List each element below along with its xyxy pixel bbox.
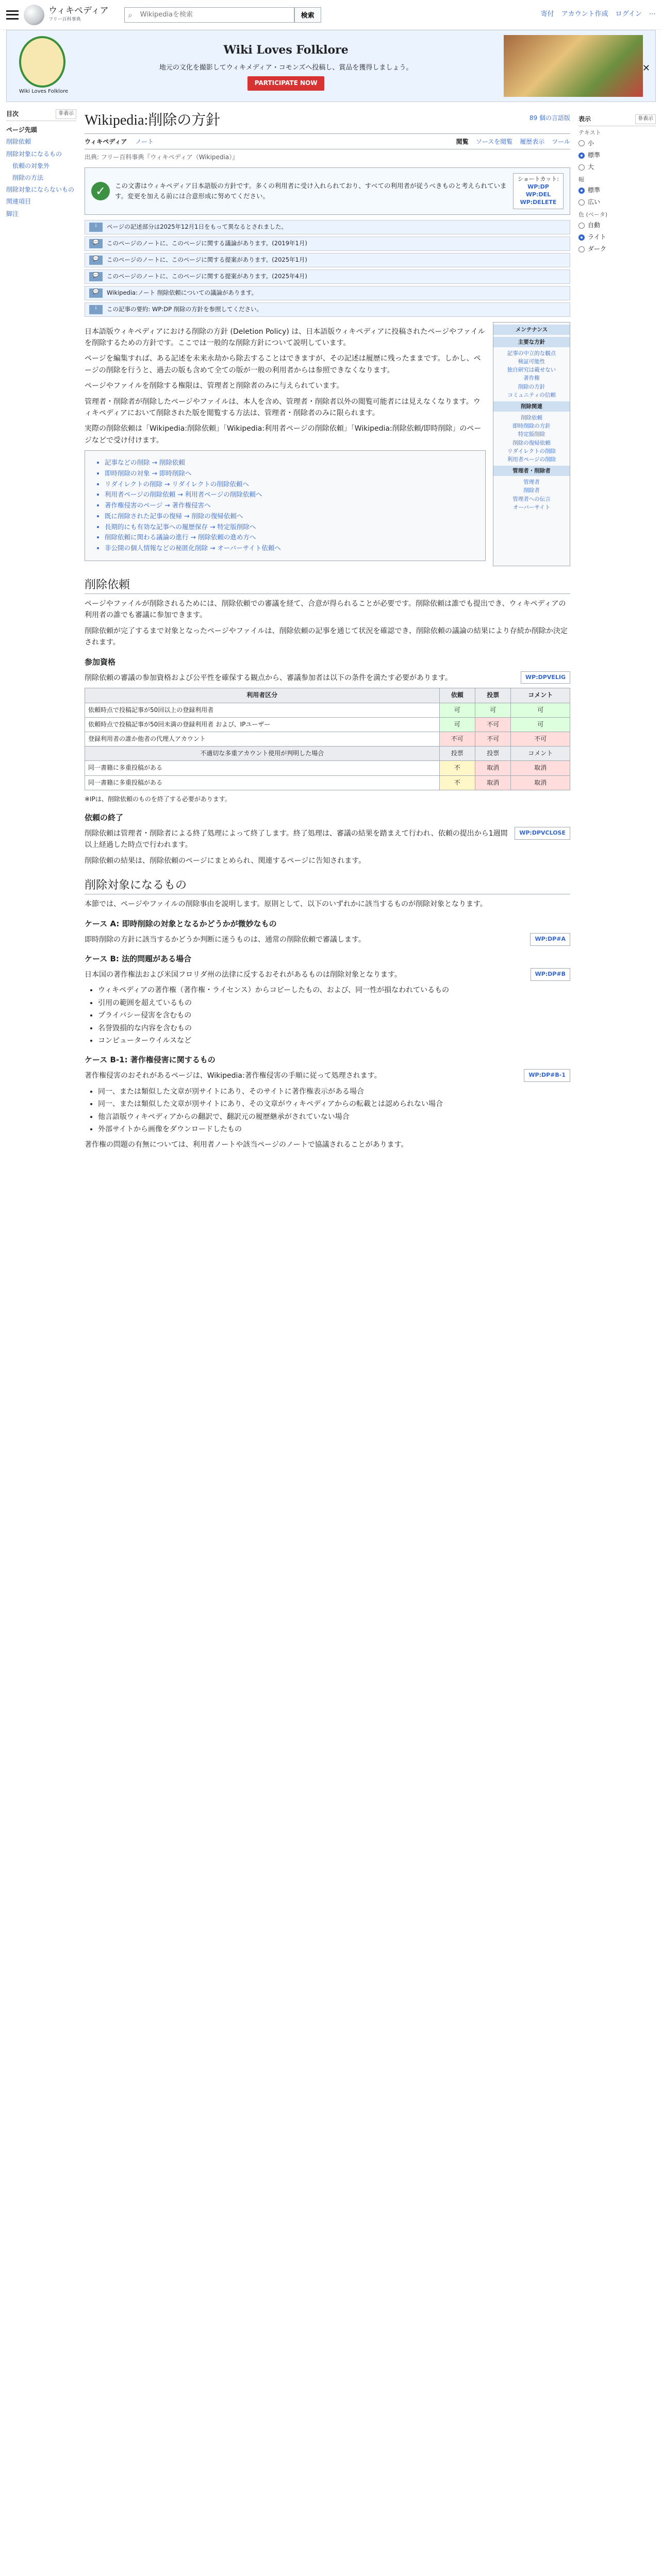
related-link[interactable]: • 非公開の個人情報などの秘匿化削除 → オーバーサイト依頼へ [105, 544, 479, 553]
close-icon[interactable]: ✕ [642, 63, 650, 74]
search-input[interactable] [124, 7, 294, 23]
banner-title: Wiki Loves Folklore [223, 43, 349, 57]
navbox-title: メンテナンス [493, 325, 570, 335]
toc-item[interactable]: ページ先頭 [6, 126, 37, 134]
text-size-label: テキスト [578, 129, 601, 137]
table-row [85, 732, 570, 746]
navbox-link[interactable]: 管理者への伝言 [512, 496, 551, 502]
related-link[interactable]: • 著作権侵害のページ → 著作権侵害へ [105, 501, 479, 511]
create-account-link[interactable]: アカウント作成 [561, 10, 608, 19]
table-cell: 取消 [511, 761, 570, 775]
navbox-link[interactable]: 削除者 [523, 487, 540, 494]
shortcut-link[interactable]: WP:DP#B-1 [528, 1072, 566, 1079]
toc-item[interactable]: 関連項目 [6, 198, 31, 206]
eligibility-table [85, 688, 570, 790]
page-title: Wikipedia:削除の方針 [85, 109, 570, 134]
section-paragraph: 著作権の問題の有無については、利用者ノートや該当ページのノートで協議されることがあります。 [85, 1141, 408, 1149]
navbox-link[interactable]: 独自研究は載せない [507, 367, 556, 374]
toc-item[interactable]: 脚注 [6, 210, 19, 217]
option-standard-width[interactable]: 標準 [578, 184, 656, 196]
shortcut-box [524, 1069, 570, 1082]
toc-title: 目次 [6, 110, 19, 117]
user-links [541, 9, 656, 20]
navbox-link[interactable]: 記事の中立的な観点 [507, 350, 556, 357]
table-cell: 投票 [439, 747, 475, 761]
radio-icon [578, 246, 585, 252]
related-box [85, 450, 486, 561]
info-icon: i [89, 223, 103, 232]
table-cell: 可 [511, 703, 570, 717]
navbox-link[interactable]: 利用者ページの削除 [507, 456, 556, 463]
table-cell: 不可 [475, 717, 511, 732]
appearance-panel [578, 102, 656, 1155]
login-link[interactable]: ログイン [615, 10, 642, 19]
table-cell: 取消 [475, 761, 511, 775]
talk-icon: 💬 [89, 239, 103, 248]
banner-text: 地元の文化を撮影してウィキメディア・コモンズへ投稿し、賞品を獲得しましょう。 [159, 63, 413, 72]
shortcut-link[interactable]: WP:DP#A [535, 935, 566, 942]
navbox-link[interactable]: 管理者 [523, 479, 540, 486]
table-cell: 依頼時点で投稿記事が50回未満の登録利用者 および、IPユーザー [85, 717, 440, 732]
wlf-logo-icon [19, 36, 65, 88]
page-tabs [85, 137, 570, 149]
logo-subtitle: フリー百科事典 [48, 16, 81, 22]
table-cell: 可 [511, 717, 570, 732]
toc-item[interactable]: 削除対象にならないもの [6, 186, 75, 194]
radio-icon [578, 234, 585, 241]
table-note: ※IPは、削除依頼のものを終了する必要があります。 [85, 795, 231, 803]
related-link[interactable]: • 利用者ページの削除依頼 → 利用者ページの削除依頼へ [105, 490, 479, 500]
hatnote [85, 236, 570, 251]
section-heading: 削除依頼 [85, 575, 570, 594]
radio-icon [578, 164, 585, 171]
table-cell: 可 [439, 703, 475, 717]
section-paragraph: 著作権侵害のおそれがあるページは、Wikipedia:著作権侵害の手順に従って処理されます。 [85, 1072, 382, 1080]
list-item: • 同一、または類似した文章が別サイトにあり、その文章がウィキペディアからの転載とは認められない場合 [98, 1098, 570, 1110]
shortcut-link[interactable]: WP:DP [527, 183, 549, 191]
navbox-link[interactable]: オーバーサイト [512, 504, 551, 511]
logo-title: ウィキペディア [48, 5, 109, 16]
table-cell: 不可 [475, 732, 511, 746]
section-paragraph: 削除依頼の審議の参加資格および公平性を確保する観点から、審議参加者は以下の条件を満たす必要があります。 [85, 673, 452, 682]
toc-item[interactable]: 依頼の対象外 [12, 162, 50, 170]
section-paragraph: 日本国の著作権法および米国フロリダ州の法律に反するおそれがあるものは削除対象となります。 [85, 971, 402, 979]
navbox-link[interactable]: 著作権 [523, 375, 540, 382]
section-paragraph: 削除依頼の結果は、削除依頼のページにまとめられ、関連するページに告知されます。 [85, 856, 366, 865]
navbox-section-title: 削除関連 [493, 401, 570, 412]
table-header: 投票 [475, 688, 511, 703]
talk-icon: 💬 [89, 272, 103, 281]
subsection-heading: ケース A: 即時削除の対象となるかどうかが微妙なもの [85, 919, 277, 928]
tab-history[interactable]: 履歴表示 [520, 138, 545, 145]
tab-talk[interactable]: ノート [135, 138, 154, 145]
list-item: • プライバシー侵害を含むもの [98, 1010, 570, 1021]
site-logo[interactable] [24, 5, 109, 25]
section-paragraph: 本節では、ページやファイルの削除事由を説明します。原則として、以下のいずれかに該当するものが削除対象となります。 [85, 900, 487, 909]
table-cell: 同一書籍に多重投稿がある [85, 775, 440, 790]
table-row [85, 775, 570, 790]
talk-icon: 💬 [89, 256, 103, 265]
site-subtitle: 出典: フリー百科事典『ウィキペディア（Wikipedia）』 [85, 153, 239, 161]
maintenance-navbox [493, 322, 570, 566]
subsection-heading: 依頼の終了 [85, 812, 124, 822]
shortcut-box [513, 173, 564, 209]
table-row [85, 717, 570, 732]
related-link[interactable]: • 既に削除された記事の復帰 → 削除の復帰依頼へ [105, 512, 479, 521]
navbox-link[interactable]: コミュニティの信頼 [507, 392, 556, 398]
list-item: • 名誉毀損的な内容を含むもの [98, 1023, 570, 1034]
radio-icon [578, 199, 585, 206]
intro-paragraph: ページやファイルを削除する権限は、管理者と削除者のみに与えられています。 [85, 382, 344, 391]
table-header: コメント [511, 688, 570, 703]
intro-paragraph: 日本語版ウィキペディアにおける削除の方針 (Deletion Policy) は、日本語版ウィキペディアに投稿されたページやファイルを削除するための方針です。ここでは一般的な削除方針について説明しています。 [85, 327, 485, 347]
option-small[interactable]: 小 [578, 138, 656, 149]
shortcut-link[interactable]: WP:DPVCLOSE [519, 829, 566, 836]
tab-view-source[interactable]: ソースを閲覧 [475, 138, 513, 145]
list-item: • ウィキペディアの著作権（著作権・ライセンス）からコピーしたもの、および、同一性が損なわれているもの [98, 985, 570, 996]
toc-item[interactable]: 削除対象になるもの [6, 150, 62, 158]
hatnote-text: このページのノートに、このページに関する議論があります。(2019年1月) [107, 239, 307, 247]
table-row [85, 747, 570, 761]
check-icon: ✓ [91, 182, 110, 200]
list-item: • 同一、または類似した文章が別サイトにあり、そのサイトに著作権表示がある場合 [98, 1086, 570, 1097]
site-header [0, 0, 662, 30]
subsection-heading: ケース B-1: 著作権侵害に関するもの [85, 1055, 216, 1065]
related-link[interactable]: • 即時削除の対象 → 即時削除へ [105, 469, 479, 479]
table-header: 利用者区分 [85, 688, 440, 703]
table-cell: 可 [439, 717, 475, 732]
table-row [85, 703, 570, 717]
hatnote-list [85, 220, 570, 317]
related-link[interactable]: • 削除依頼に関わる議論の進行 → 削除依頼の進め方へ [105, 533, 479, 543]
radio-icon [578, 140, 585, 146]
color-label: 色 (ベータ) [578, 211, 608, 218]
shortcut-box [531, 968, 570, 981]
table-cell: 不適切な多重アカウント使用が判明した場合 [85, 747, 440, 761]
width-label: 幅 [578, 176, 584, 183]
hatnote [85, 302, 570, 317]
option-light[interactable]: ライト [578, 231, 656, 243]
hatnote-text: このページのノートに、このページに関する提案があります。(2025年1月) [107, 256, 307, 263]
table-cell: 取消 [511, 775, 570, 790]
appearance-hide-button[interactable]: 非表示 [635, 114, 656, 124]
list-item: • コンピューターウイルスなど [98, 1035, 570, 1046]
section-heading: 削除対象になるもの [85, 876, 570, 894]
navbox-section-title: 管理者・削除者 [493, 466, 570, 476]
navbox-link[interactable]: 即時削除の方針 [512, 423, 551, 430]
list-item: • 引用の範囲を超えているもの [98, 997, 570, 1009]
table-cell: 不可 [511, 732, 570, 746]
shortcut-link[interactable]: WP:DELETE [520, 198, 557, 206]
campaign-banner [6, 30, 656, 102]
section-paragraph: ページやファイルが削除されるためには、削除依頼での審議を経て、合意が得られることが必要です。削除依頼は誰でも提出でき、ウィキペディアの利用者の誰でも審議に参加できます。 [85, 600, 566, 620]
hatnote [85, 253, 570, 267]
hatnote [85, 269, 570, 284]
section-paragraph: 削除依頼は管理者・削除者による終了処理によって終了します。終了処理は、審議の結果を踏まえて行われ、依頼の提出から1週間以上経過した時点で行われます。 [85, 829, 508, 850]
navbox-link[interactable]: リダイレクトの削除 [507, 448, 556, 454]
section-paragraph: 削除依頼が完了するまで対象となったページやファイルは、削除依頼の記事を通じて状況を確認でき、削除依頼の議論の結果により存続か削除か決定されます。 [85, 626, 568, 647]
policy-box [85, 167, 570, 214]
shortcut-box [521, 671, 570, 684]
more-icon[interactable]: ⋯ [649, 10, 656, 19]
navbox-section-title: 主要な方針 [493, 337, 570, 347]
hatnote [85, 286, 570, 300]
talk-icon: 💬 [89, 289, 103, 298]
related-link[interactable]: • 長期的にも有効な記事への履歴保存 → 特定版削除へ [105, 522, 479, 532]
hatnote-text: Wikipedia:ノート 削除依頼についての議論があります。 [107, 289, 258, 296]
hatnote-text: ページの記述部分は2025年12月1日をもって異なるとされました。 [107, 223, 287, 230]
tab-project[interactable]: ウィキペディア [85, 138, 127, 145]
shortcut-link[interactable]: WP:DEL [525, 191, 551, 198]
tab-read[interactable]: 閲覧 [456, 138, 469, 145]
table-cell: 取消 [475, 775, 511, 790]
table-cell: コメント [511, 747, 570, 761]
toc-item[interactable]: 削除の方法 [12, 174, 44, 181]
language-button[interactable]: 89 個の言語版 [529, 114, 570, 122]
option-dark[interactable]: ダーク [578, 243, 656, 255]
toc-hide-button[interactable]: 非表示 [56, 109, 76, 119]
radio-icon [578, 223, 585, 229]
hatnote-text: このページのノートに、このページに関する提案があります。(2025年4月) [107, 272, 307, 280]
table-row [85, 761, 570, 775]
wlf-logo-caption: Wiki Loves Folklore [19, 89, 69, 94]
intro-paragraph: 実際の削除依頼は「Wikipedia:削除依頼」「Wikipedia:利用者ページの削除依頼」「Wikipedia:削除依頼/即時削除」のページなどで受け付けます。 [85, 425, 482, 445]
intro-paragraph: 管理者・削除者が削除したページやファイルは、本人を含め、管理者・削除者以外の閲覧可能者には見えなくなります。ウィキペディアにおいて削除された版を閲覧する方法は、管理者・削除者のみに限られます。 [85, 397, 481, 417]
participate-button[interactable]: PARTICIPATE NOW [247, 76, 325, 90]
main-content [76, 102, 578, 1155]
tab-tools[interactable]: ツール [552, 138, 570, 145]
wikipedia-globe-icon [24, 5, 44, 25]
banner-photo-collage [504, 35, 643, 97]
intro-paragraph: ページを編集すれば、ある記述を未来永劫から除去することはできますが、その記述は履歴に残ったままです。しかし、ページの削除を行うと、過去の版も含めて全ての版が一般の利用者からは参照できなくなります。 [85, 354, 481, 375]
table-cell: 不 [439, 761, 475, 775]
navbox-link[interactable]: 削除依頼 [521, 415, 542, 421]
subsection-heading: ケース B: 法的問題がある場合 [85, 954, 192, 964]
section-paragraph: 即時削除の方針に該当するかどうか判断に迷うものは、通常の削除依頼で審議します。 [85, 935, 366, 944]
table-cell: 同一書籍に多重投稿がある [85, 761, 440, 775]
shortcut-label: ショートカット: [517, 176, 559, 183]
policy-text: この文書はウィキペディア日本語版の方針です。多くの利用者に受け入れられており、すべての利用者が従うべきものと考えられています。変更を加える前には合意形成に努めてください。 [115, 181, 507, 200]
related-link[interactable]: • リダイレクトの削除 → リダイレクトの削除依頼へ [105, 480, 479, 489]
option-auto[interactable]: 自動 [578, 219, 656, 231]
table-cell: 不 [439, 775, 475, 790]
search-icon: ⌕ [128, 11, 133, 20]
table-cell: 不可 [439, 732, 475, 746]
list-item: • 他言語版ウィキペディアからの翻訳で、翻訳元の履歴継承がされていない場合 [98, 1111, 570, 1123]
search-form [124, 7, 321, 23]
radio-icon [578, 152, 585, 159]
radio-icon [578, 188, 585, 194]
table-cell: 可 [475, 703, 511, 717]
table-cell: 登録利用者の誰か他者の代理人アカウント [85, 732, 440, 746]
donate-link[interactable]: 寄付 [540, 10, 554, 19]
hatnote [85, 220, 570, 234]
option-wide[interactable]: 広い [578, 196, 656, 208]
list-item: • 外部サイトから画像をダウンロードしたもの [98, 1124, 570, 1135]
shortcut-link[interactable]: WP:DPVELIG [525, 673, 566, 681]
subsection-heading: 参加資格 [85, 657, 116, 667]
navbox-link[interactable]: 削除の方針 [518, 383, 545, 390]
navbox-link[interactable]: 特定版削除 [518, 431, 545, 438]
shortcut-box [515, 827, 570, 840]
navbox-link[interactable]: 削除の復帰依頼 [512, 439, 551, 446]
table-cell: 投票 [475, 747, 511, 761]
search-button[interactable]: 検索 [294, 7, 321, 23]
case-b1-list [98, 1086, 570, 1136]
table-cell: 依頼時点で投稿記事が50回以上の登録利用者 [85, 703, 440, 717]
navbox-link[interactable]: 検証可能性 [518, 359, 545, 365]
option-large[interactable]: 大 [578, 161, 656, 173]
option-standard[interactable]: 標準 [578, 149, 656, 161]
case-b-list [98, 985, 570, 1046]
table-of-contents [6, 102, 76, 1155]
toc-item[interactable]: 削除依頼 [6, 138, 31, 146]
appearance-title: 表示 [578, 115, 591, 123]
table-header: 依頼 [439, 688, 475, 703]
shortcut-box [530, 933, 570, 946]
hatnote-text: この記事の要約: WP:DP 削除の方針を参照してください。 [107, 305, 263, 313]
related-link[interactable]: • 記事などの削除 → 削除依頼 [105, 458, 479, 468]
shortcut-link[interactable]: WP:DP#B [535, 971, 566, 978]
menu-icon[interactable] [6, 10, 19, 20]
info-icon: i [89, 305, 103, 314]
